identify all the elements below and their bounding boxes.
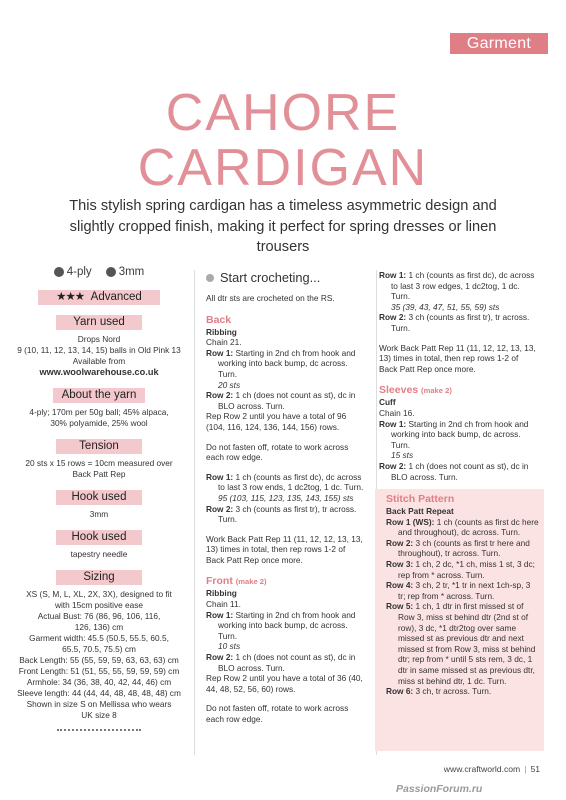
section-line: Actual Bust: 76 (86, 96, 106, 116, [37, 611, 161, 621]
start-heading-label: Start crocheting... [220, 270, 321, 285]
row-label: Row 4: [386, 580, 414, 591]
stitch-row [386, 686, 540, 697]
skill-level-label: Advanced [90, 291, 142, 303]
front-heading [206, 575, 366, 588]
left-sections [14, 315, 184, 721]
section-line: Armhole: 34 (36, 38, 40, 42, 44, 46) cm [26, 677, 172, 687]
row-label: Row 3: [386, 558, 414, 569]
section-line: 20 sts x 15 rows = 10cm measured over [25, 458, 173, 468]
row-text: 1 ch (does not count as st), dc in BLO across. Turn. [218, 652, 356, 673]
dotted-divider [57, 729, 141, 731]
section-heading: Hook used [56, 530, 142, 545]
back-fasten: Do not fasten off, rotate to work across each row edge. [206, 441, 349, 463]
section-line: Drops Nord [77, 334, 121, 344]
row-label: Row 2: [386, 537, 414, 548]
front-rows-1 [379, 270, 539, 312]
watermark: PassionForum.ru [396, 783, 483, 795]
row-text: Starting in 2nd ch from hook and working into back bump, dc across. Turn. [391, 418, 529, 450]
sleeves-heading-label: Sleeves [379, 384, 419, 397]
row-label: Row 1: [206, 471, 234, 482]
row-text: 3 ch, tr across. Turn. [413, 686, 492, 697]
section-body [14, 509, 184, 520]
section-heading: Sizing [56, 570, 142, 585]
row-label: Row 6: [386, 686, 414, 697]
stitch-row [386, 559, 540, 580]
front-repeat: Rep Row 2 until you have a total of 36 (40, 44, 48, 52, 56, 60) rows. [206, 673, 363, 694]
row-count: 35 (39, 43, 47, 51, 55, 59) sts [391, 301, 500, 312]
cuff-heading: Cuff [379, 397, 396, 408]
back-ribbing-heading: Ribbing [206, 326, 237, 337]
row-label: Row 2: [206, 503, 234, 514]
stitch-row [386, 580, 540, 601]
section-heading: Tension [56, 439, 142, 454]
section-line: UK size 8 [81, 710, 117, 720]
footer: www.craftworld.com | 51 [443, 764, 540, 774]
middle-column [206, 270, 366, 725]
stitch-rows [386, 517, 540, 697]
back-heading: Back [206, 313, 232, 326]
section-line: Front Length: 51 (51, 55, 55, 59, 59, 59) cm [18, 666, 180, 676]
star-rating-icon: ★★★ [56, 291, 85, 303]
row-text: 1 ch (counts as first dc), dc across to last 3 row edges, 1 dc2tog, 1 dc. Turn. [391, 270, 535, 302]
row-label: Row 1: [206, 609, 234, 620]
start-heading [206, 270, 366, 286]
row-label: Row 2: [379, 460, 407, 471]
row-text: 3 ch (counts as first tr), tr across. Turn. [218, 503, 357, 525]
front-rows-2 [379, 312, 539, 333]
row-text: Starting in 2nd ch from hook and working into back bump, dc across. Turn. [218, 347, 356, 379]
site-link[interactable]: www.craftworld.com [443, 764, 521, 774]
section-body [14, 589, 184, 721]
row-count: 15 sts [391, 450, 414, 461]
right-column [379, 270, 539, 482]
back-work: Work Back Patt Rep 11 (11, 12, 12, 13, 13, 13) times in total, then rep rows 1-2 of Back Patt Rep once more. [206, 533, 363, 565]
front-row-1 [206, 610, 366, 652]
section-line: 65.5, 70.5, 75.5) cm [62, 644, 136, 654]
column-divider-left [194, 270, 195, 755]
row-label: Row 1: [206, 347, 234, 358]
sleeve-row-2 [379, 461, 539, 482]
section-line: with 15cm positive ease [54, 600, 144, 610]
section-line: 4-ply; 170m per 50g ball; 45% alpaca, [29, 407, 169, 417]
front-work: Work Back Patt Rep 11 (11, 12, 12, 13, 13, 13) times in total, then rep rows 1-2 of Back Patt Rep once more. [379, 342, 536, 374]
stitch-pattern-heading: Stitch Pattern [386, 493, 455, 505]
front-ribbing-heading: Ribbing [206, 588, 237, 599]
row-text: 3 ch, 2 tr, *1 tr in next 1ch-sp, 3 tr; rep from * across. Turn. [398, 580, 531, 601]
section-line: Back Patt Rep [72, 469, 126, 479]
back-row-1 [206, 348, 366, 390]
row-text: 3 ch (counts as first tr here and throughout), tr across. Turn. [398, 537, 530, 559]
row-text: Starting in 2nd ch from hook and working into back bump, dc across. Turn. [218, 609, 356, 641]
row-count: 20 sts [218, 379, 241, 390]
yarn-weight [54, 266, 92, 278]
stitch-row [386, 517, 540, 538]
row-text: 1 ch (does not count as st), dc in BLO across. Turn. [391, 460, 529, 482]
page-title-line2: CARDIGAN [137, 139, 429, 197]
sleeves-heading [379, 384, 539, 397]
crochet-hook-icon [106, 267, 116, 277]
front-heading-label: Front [206, 575, 233, 588]
hook-size-label: 3mm [118, 266, 145, 278]
section-line: Shown in size S on Mellissa who wears [26, 699, 172, 709]
front-make-count: (make 2) [235, 577, 267, 587]
row-text: 1 ch (does not count as st), dc in BLO across. Turn. [218, 390, 356, 411]
stitch-pattern [386, 491, 540, 697]
row-text: 3 ch (counts as first tr), tr across. Turn. [391, 312, 530, 333]
section-line: Sleeve length: 44 (44, 44, 48, 48, 48, 48) cm [17, 688, 181, 698]
section-body [14, 334, 184, 378]
section-body [14, 458, 184, 480]
front-chain: Chain 11. [206, 599, 241, 610]
row-label: Row 2: [379, 312, 407, 323]
section-body [14, 407, 184, 429]
note: All dtr sts are crocheted on the RS. [206, 293, 335, 303]
back-row-2 [206, 390, 366, 411]
spec-row [14, 266, 184, 278]
bullet-icon [206, 274, 214, 282]
front-fasten: Do not fasten off, rotate to work across each row edge. [206, 703, 349, 724]
back-repeat: Rep Row 2 until you have a total of 96 (104, 116, 124, 136, 144, 156) rows. [206, 411, 347, 432]
row-label: Row 2: [206, 652, 234, 663]
yarn-website[interactable]: www.woolwarehouse.co.uk [39, 367, 159, 377]
row-text: 1 ch, 2 dc, *1 ch, miss 1 st, 3 dc; rep from * across. Turn. [398, 558, 535, 580]
stitch-row [386, 601, 540, 686]
sleeve-row-1 [379, 419, 539, 461]
sleeves-make-count: (make 2) [421, 386, 452, 396]
back-chain: Chain 21. [206, 337, 242, 348]
cuff-chain: Chain 16. [379, 407, 415, 418]
row-text: 1 ch, 1 dtr in first missed st of Row 3, miss st behind dtr (2nd st of row), 3 dc, *1 dtr2tog over same missed st as previous dtr and next missed st from Row 3, miss st behind dtr; rep from * until 5 sts rem, 3 dc, 1 dtr in same missed st as previous dtr, miss st behind dtr, 1 dc. Turn. [398, 601, 536, 686]
stitch-pattern-sub: Back Patt Repeat [386, 506, 454, 516]
section-line: Back Length: 55 (55, 59, 59, 63, 63, 63) cm [19, 655, 179, 665]
row-label: Row 2: [206, 390, 234, 401]
section-line: 30% polyamide, 25% wool [50, 418, 148, 428]
section-line: XS (S, M, L, XL, 2X, 3X), designed to fit [26, 589, 172, 599]
front-row-2 [206, 652, 366, 673]
section-line: 9 (10, 11, 12, 13, 14, 15) balls in Old Pink 13 [17, 345, 181, 355]
hook-size [106, 266, 145, 278]
left-column [14, 266, 184, 731]
row-text: 1 ch (counts as first dc), dc across to last 3 row ends, 1 dc2tog, 1 dc. Turn. [218, 471, 364, 493]
yarn-weight-label: 4-ply [66, 266, 92, 278]
yarn-ball-icon [54, 267, 64, 277]
section-heading: Yarn used [56, 315, 142, 330]
row-label: Row 5: [386, 601, 414, 612]
back-rows-1 [206, 472, 366, 504]
row-label: Row 1: [379, 270, 407, 280]
back-rows-2 [206, 504, 366, 525]
section-line: tapestry needle [70, 549, 128, 559]
page-title-line1: CAHORE [165, 84, 401, 142]
page-number: 51 [530, 764, 540, 774]
section-line: 3mm [89, 509, 109, 519]
section-tag: Garment [450, 33, 548, 54]
stitch-row [386, 538, 540, 559]
section-heading: Hook used [56, 490, 142, 505]
section-body [14, 549, 184, 560]
section-line: 126, 136) cm [74, 622, 124, 632]
row-label: Row 1 (WS): [386, 516, 435, 527]
row-count: 95 (103, 115, 123, 135, 143, 155) sts [218, 492, 354, 503]
intro-text: This stylish spring cardigan has a timeless asymmetric design and slightly cropped finish, making it perfect for spring dresses or linen trousers [69, 198, 497, 255]
row-text: 1 ch (counts as first dc here and throughout), dc across. Turn. [398, 516, 539, 538]
row-label: Row 1: [379, 418, 407, 429]
row-count: 10 sts [218, 641, 241, 652]
section-heading: About the yarn [53, 388, 145, 403]
skill-level-badge [38, 290, 160, 305]
section-line: Available from [72, 356, 126, 366]
section-line: Garment width: 45.5 (50.5, 55.5, 60.5, [29, 633, 169, 643]
